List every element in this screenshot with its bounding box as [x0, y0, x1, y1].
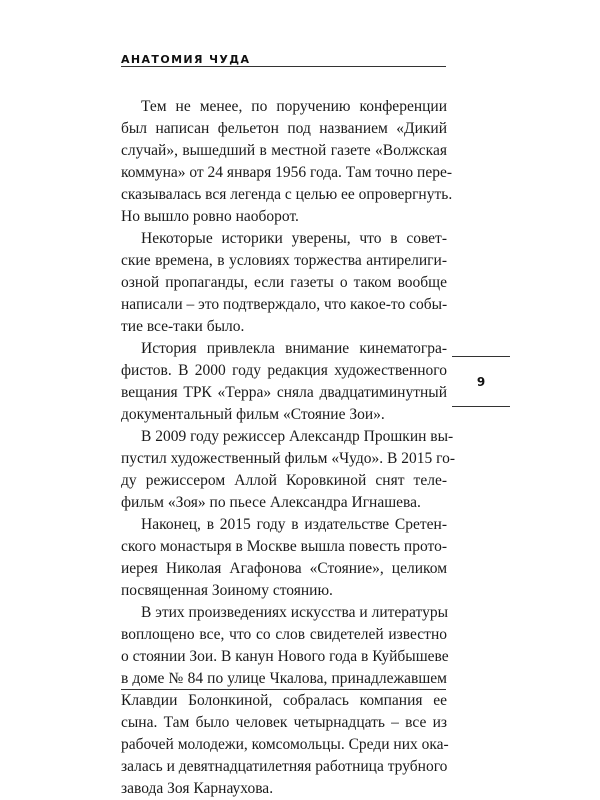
- text-line: документальный фильм «Стояние Зои».: [121, 406, 385, 423]
- text-line: воплощено все, что со слов свидетелей известно: [121, 626, 447, 643]
- text-line: сына. Там было человек четырнадцать – все из: [121, 714, 447, 731]
- text-line: ского монастыря в Москве вышла повесть прото-: [121, 538, 448, 555]
- paragraph-1: [121, 96, 453, 228]
- page-number-rule-bottom: [452, 406, 510, 407]
- paragraph-2: [121, 228, 447, 338]
- text-line: рабочей молодежи, комсомольцы. Среди них ока-: [121, 736, 449, 753]
- header-rule: [121, 66, 446, 67]
- paragraph-4: [121, 426, 456, 514]
- body-text: [121, 96, 456, 800]
- text-line: Некоторые историки уверены, что в совет-: [141, 230, 447, 247]
- text-line: Клавдии Болонкиной, собралась компания ее: [121, 692, 447, 709]
- text-line: Наконец, в 2015 году в издательстве Сретен-: [141, 516, 447, 533]
- text-line: Тем не менее, по поручению конференции: [141, 98, 447, 115]
- text-line: коммуна» от 24 января 1956 года. Там точно пере-: [121, 164, 453, 181]
- text-line: завода Зоя Карнаухова.: [121, 780, 274, 797]
- text-line: тие все-таки было.: [121, 318, 245, 335]
- text-line: ду режиссером Аллой Коровкиной снят теле-: [121, 472, 447, 489]
- text-line: В 2009 году режиссер Александр Прошкин вы-: [141, 428, 454, 445]
- text-line: История привлекла внимание кинематогра-: [141, 340, 447, 357]
- text-line: вещания ТРК «Терра» сняла двадцатиминутный: [121, 384, 447, 401]
- text-line: Но вышло ровно наоборот.: [121, 208, 299, 225]
- page-number: 9: [476, 375, 486, 389]
- text-line: фистов. В 2000 году редакция художественного: [121, 362, 447, 379]
- text-line: написали – это подтверждало, что какое-то собы-: [121, 296, 448, 313]
- text-line: пустил художественный фильм «Чудо». В 2015 го-: [121, 450, 456, 467]
- text-line: В этих произведениях искусства и литературы: [141, 604, 448, 621]
- paragraph-5: [121, 514, 447, 602]
- paragraph-3: [121, 338, 447, 426]
- text-line: ские времена, в условиях торжества антирелиги-: [121, 252, 447, 269]
- text-line: сказывалась вся легенда с целью ее опровергнуть.: [121, 186, 453, 203]
- text-line: посвященная Зоиному стоянию.: [121, 582, 333, 599]
- text-line: залась и девятнадцатилетняя работница трубного: [121, 758, 448, 775]
- text-line: иерея Николая Агафонова «Стояние», целиком: [121, 560, 447, 577]
- footer-rule: [121, 689, 446, 690]
- text-line: фильм «Зоя» по пьесе Александра Игнашева.: [121, 494, 421, 511]
- running-head-title: АНАТОМИЯ ЧУДА: [121, 53, 251, 66]
- page-number-rule-top: [452, 356, 510, 357]
- text-line: озной пропаганды, если газеты о таком вообще: [121, 274, 447, 291]
- text-line: в доме № 84 по улице Чкалова, принадлежавшем: [121, 670, 447, 687]
- text-line: случай», вышедший в местной газете «Волжская: [121, 142, 447, 159]
- paragraph-6: [121, 602, 447, 800]
- text-line: был написан фельетон под названием «Дикий: [121, 120, 447, 137]
- text-line: о стоянии Зои. В канун Нового года в Куйбышеве: [121, 648, 449, 665]
